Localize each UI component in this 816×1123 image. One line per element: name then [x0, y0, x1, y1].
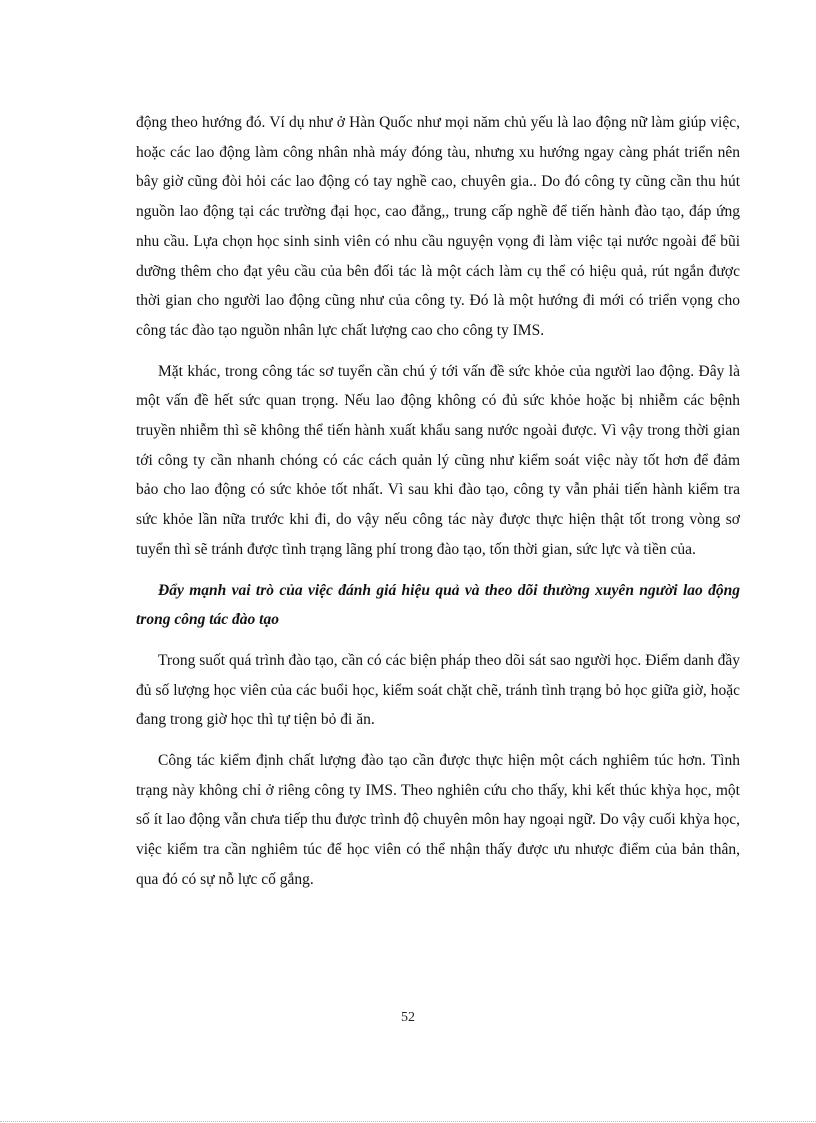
- paragraph-health-screening: Mặt khác, trong công tác sơ tuyển cần chú ý tới vấn đề sức khỏe của người lao động. Đây là một vấn đề hết sức quan trọng. Nếu lao động không có đủ sức khỏe hoặc bị nhiễm các bệnh truyền nhiễm thì sẽ không thể tiến hành xuất khẩu sang nước ngoài được. Vì vậy trong thời gian tới công ty cần nhanh chóng có các cách quản lý cũng như kiểm soát việc này tốt hơn để đảm bảo cho lao động có sức khỏe tốt nhất. Vì sau khi đào tạo, công ty vẫn phải tiến hành kiểm tra sức khỏe lần nữa trước khi đi, do vậy nếu công tác này được thực hiện thật tốt trong vòng sơ tuyển thì sẽ tránh được tình trạng lãng phí trong đào tạo, tốn thời gian, sức lực và tiền của.: [136, 362, 740, 558]
- paragraph-training-monitoring: Trong suốt quá trình đào tạo, cần có các biện pháp theo dõi sát sao người học. Điểm danh đầy đủ số lượng học viên của các buổi học, kiểm soát chặt chẽ, tránh tình trạng bỏ học giữa giờ, hoặc đang trong giờ học thì tự tiện bỏ đi ăn.: [136, 651, 740, 729]
- document-page: [136, 108, 740, 895]
- paragraph-quality-assessment: Công tác kiểm định chất lượng đào tạo cần được thực hiện một cách nghiêm túc hơn. Tình trạng này không chỉ ở riêng công ty IMS. Theo nghiên cứu cho thấy, khi kết thúc khỳa học, một số ít lao động vẫn chưa tiếp thu được trình độ chuyên môn hay ngoại ngữ. Do vậy cuối khỳa học, việc kiểm tra cần nghiêm túc để học viên có thể nhận thấy được ưu nhược điểm của bản thân, qua đó có sự nỗ lực cố gắng.: [136, 752, 740, 888]
- page-number: 52: [401, 1010, 415, 1025]
- paragraph-continuation: động theo hướng đó. Ví dụ như ở Hàn Quốc như mọi năm chủ yếu là lao động nữ làm giúp việc, hoặc các lao động làm công nhân nhà máy đóng tàu, nhưng xu hướng ngay càng phát triển nên bây giờ cũng đòi hỏi các lao động có tay nghề cao, chuyên gia.. Do đó công ty cũng cần thu hút nguồn lao động tại các trường đại học, cao đẳng,, trung cấp nghề để tiến hành đào tạo, đáp ứng nhu cầu. Lựa chọn học sinh sinh viên có nhu cầu nguyện vọng đi làm việc tại nước ngoài để bũi dưỡng thêm cho đạt yêu cầu của bên đối tác là một cách làm cụ thể có hiệu quả, rút ngắn được thời gian cho người lao động cũng như của công ty. Đó là một hướng đi mới có triển vọng cho công tác đào tạo nguồn nhân lực chất lượng cao cho công ty IMS.: [136, 114, 740, 339]
- section-heading: Đẩy mạnh vai trò của việc đánh giá hiệu quả và theo dõi thường xuyên người lao động trong công tác đào tạo: [136, 581, 740, 629]
- page-bottom-divider: [0, 1121, 816, 1122]
